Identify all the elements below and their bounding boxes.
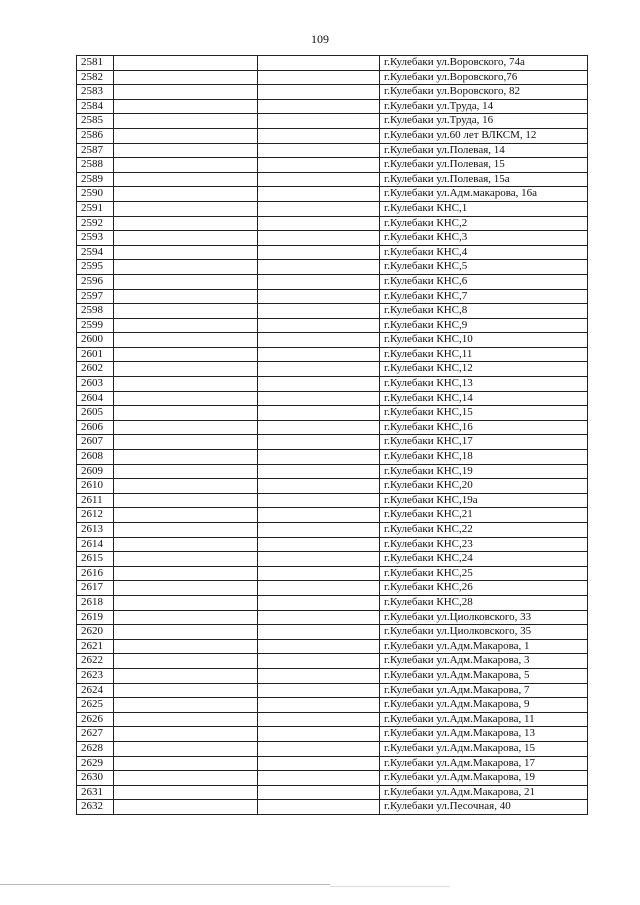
empty-cell	[258, 741, 380, 756]
address-cell: г.Кулебаки КНС,14	[380, 391, 588, 406]
table-row	[77, 158, 588, 173]
empty-cell	[114, 231, 258, 246]
address-cell: г.Кулебаки КНС,5	[380, 260, 588, 275]
address-cell: г.Кулебаки КНС,8	[380, 304, 588, 319]
row-number-cell: 2603	[77, 377, 114, 392]
empty-cell	[258, 99, 380, 114]
row-number-cell: 2595	[77, 260, 114, 275]
empty-cell	[258, 435, 380, 450]
address-cell: г.Кулебаки ул.Воровского, 82	[380, 85, 588, 100]
address-cell: г.Кулебаки КНС,2	[380, 216, 588, 231]
row-number-cell: 2620	[77, 625, 114, 640]
address-cell: г.Кулебаки КНС,22	[380, 523, 588, 538]
address-cell: г.Кулебаки КНС,4	[380, 245, 588, 260]
empty-cell	[258, 377, 380, 392]
registry-table-body	[77, 56, 588, 815]
empty-cell	[258, 654, 380, 669]
address-cell: г.Кулебаки ул.Адм.макарова, 16а	[380, 187, 588, 202]
row-number-cell: 2597	[77, 289, 114, 304]
empty-cell	[258, 771, 380, 786]
address-cell: г.Кулебаки ул.Адм.Макарова, 17	[380, 756, 588, 771]
empty-cell	[114, 785, 258, 800]
address-cell: г.Кулебаки КНС,9	[380, 318, 588, 333]
empty-cell	[258, 698, 380, 713]
address-cell: г.Кулебаки ул.Адм.Макарова, 19	[380, 771, 588, 786]
empty-cell	[258, 85, 380, 100]
row-number-cell: 2623	[77, 668, 114, 683]
row-number-cell: 2598	[77, 304, 114, 319]
empty-cell	[258, 493, 380, 508]
table-row	[77, 406, 588, 421]
address-cell: г.Кулебаки ул.Песочная, 40	[380, 800, 588, 815]
address-cell: г.Кулебаки КНС,15	[380, 406, 588, 421]
table-row	[77, 479, 588, 494]
row-number-cell: 2632	[77, 800, 114, 815]
row-number-cell: 2589	[77, 172, 114, 187]
table-row	[77, 391, 588, 406]
address-cell: г.Кулебаки ул.Адм.Макарова, 7	[380, 683, 588, 698]
empty-cell	[258, 114, 380, 129]
empty-cell	[258, 668, 380, 683]
empty-cell	[258, 450, 380, 465]
table-row	[77, 450, 588, 465]
row-number-cell: 2605	[77, 406, 114, 421]
address-cell: г.Кулебаки ул.Циолковского, 35	[380, 625, 588, 640]
empty-cell	[258, 595, 380, 610]
table-row	[77, 683, 588, 698]
table-row	[77, 260, 588, 275]
table-row	[77, 756, 588, 771]
empty-cell	[114, 143, 258, 158]
address-cell: г.Кулебаки КНС,13	[380, 377, 588, 392]
empty-cell	[114, 318, 258, 333]
row-number-cell: 2613	[77, 523, 114, 538]
empty-cell	[258, 785, 380, 800]
empty-cell	[258, 158, 380, 173]
table-row	[77, 304, 588, 319]
row-number-cell: 2615	[77, 552, 114, 567]
row-number-cell: 2631	[77, 785, 114, 800]
address-cell: г.Кулебаки ул.Труда, 14	[380, 99, 588, 114]
empty-cell	[258, 420, 380, 435]
empty-cell	[258, 727, 380, 742]
empty-cell	[258, 464, 380, 479]
empty-cell	[114, 683, 258, 698]
empty-cell	[114, 216, 258, 231]
empty-cell	[258, 362, 380, 377]
empty-cell	[114, 508, 258, 523]
address-cell: г.Кулебаки КНС,12	[380, 362, 588, 377]
row-number-cell: 2599	[77, 318, 114, 333]
table-row	[77, 289, 588, 304]
registry-table	[76, 55, 588, 815]
address-cell: г.Кулебаки ул.Циолковского, 33	[380, 610, 588, 625]
address-cell: г.Кулебаки КНС,18	[380, 450, 588, 465]
row-number-cell: 2606	[77, 420, 114, 435]
address-cell: г.Кулебаки ул.Адм.Макарова, 13	[380, 727, 588, 742]
empty-cell	[114, 625, 258, 640]
table-row	[77, 377, 588, 392]
row-number-cell: 2617	[77, 581, 114, 596]
empty-cell	[114, 260, 258, 275]
address-cell: г.Кулебаки КНС,16	[380, 420, 588, 435]
table-row	[77, 172, 588, 187]
empty-cell	[114, 523, 258, 538]
address-cell: г.Кулебаки КНС,6	[380, 274, 588, 289]
empty-cell	[258, 581, 380, 596]
empty-cell	[258, 274, 380, 289]
row-number-cell: 2630	[77, 771, 114, 786]
empty-cell	[114, 187, 258, 202]
table-row	[77, 274, 588, 289]
address-cell: г.Кулебаки КНС,25	[380, 566, 588, 581]
empty-cell	[114, 464, 258, 479]
empty-cell	[114, 56, 258, 71]
address-cell: г.Кулебаки КНС,26	[380, 581, 588, 596]
address-cell: г.Кулебаки ул.Адм.Макарова, 1	[380, 639, 588, 654]
row-number-cell: 2604	[77, 391, 114, 406]
row-number-cell: 2593	[77, 231, 114, 246]
empty-cell	[114, 420, 258, 435]
empty-cell	[114, 70, 258, 85]
table-row	[77, 114, 588, 129]
table-row	[77, 552, 588, 567]
row-number-cell: 2626	[77, 712, 114, 727]
table-row	[77, 464, 588, 479]
row-number-cell: 2628	[77, 741, 114, 756]
empty-cell	[114, 128, 258, 143]
empty-cell	[258, 216, 380, 231]
empty-cell	[114, 274, 258, 289]
table-row	[77, 610, 588, 625]
table-row	[77, 99, 588, 114]
table-row	[77, 85, 588, 100]
address-cell: г.Кулебаки ул.Воровского,76	[380, 70, 588, 85]
empty-cell	[258, 318, 380, 333]
row-number-cell: 2596	[77, 274, 114, 289]
empty-cell	[114, 362, 258, 377]
empty-cell	[114, 537, 258, 552]
row-number-cell: 2614	[77, 537, 114, 552]
address-cell: г.Кулебаки ул.Адм.Макарова, 15	[380, 741, 588, 756]
page-number: 109	[311, 32, 329, 46]
address-cell: г.Кулебаки ул.Адм.Макарова, 11	[380, 712, 588, 727]
table-row	[77, 70, 588, 85]
empty-cell	[114, 201, 258, 216]
address-cell: г.Кулебаки КНС,19а	[380, 493, 588, 508]
table-row	[77, 216, 588, 231]
empty-cell	[258, 201, 380, 216]
table-row	[77, 420, 588, 435]
table-row	[77, 128, 588, 143]
address-cell: г.Кулебаки ул.Адм.Макарова, 9	[380, 698, 588, 713]
empty-cell	[258, 333, 380, 348]
address-cell: г.Кулебаки КНС,10	[380, 333, 588, 348]
empty-cell	[258, 245, 380, 260]
address-cell: г.Кулебаки КНС,20	[380, 479, 588, 494]
address-cell: г.Кулебаки ул.60 лет ВЛКСМ, 12	[380, 128, 588, 143]
address-cell: г.Кулебаки ул.Полевая, 14	[380, 143, 588, 158]
empty-cell	[114, 85, 258, 100]
address-cell: г.Кулебаки ул.Воровского, 74а	[380, 56, 588, 71]
address-cell: г.Кулебаки КНС,23	[380, 537, 588, 552]
table-row	[77, 187, 588, 202]
empty-cell	[114, 610, 258, 625]
table-row	[77, 727, 588, 742]
empty-cell	[114, 99, 258, 114]
table-row	[77, 537, 588, 552]
table-row	[77, 639, 588, 654]
empty-cell	[258, 552, 380, 567]
empty-cell	[258, 523, 380, 538]
empty-cell	[258, 756, 380, 771]
address-cell: г.Кулебаки КНС,7	[380, 289, 588, 304]
empty-cell	[114, 727, 258, 742]
address-cell: г.Кулебаки КНС,21	[380, 508, 588, 523]
table-row	[77, 668, 588, 683]
empty-cell	[114, 741, 258, 756]
empty-cell	[258, 566, 380, 581]
empty-cell	[258, 625, 380, 640]
address-cell: г.Кулебаки КНС,28	[380, 595, 588, 610]
row-number-cell: 2590	[77, 187, 114, 202]
empty-cell	[114, 172, 258, 187]
empty-cell	[114, 756, 258, 771]
address-cell: г.Кулебаки КНС,17	[380, 435, 588, 450]
address-cell: г.Кулебаки ул.Адм.Макарова, 5	[380, 668, 588, 683]
table-row	[77, 347, 588, 362]
row-number-cell: 2592	[77, 216, 114, 231]
address-cell: г.Кулебаки КНС,3	[380, 231, 588, 246]
table-row	[77, 508, 588, 523]
empty-cell	[114, 377, 258, 392]
table-row	[77, 595, 588, 610]
empty-cell	[114, 712, 258, 727]
row-number-cell: 2627	[77, 727, 114, 742]
scan-artifact-line	[330, 886, 450, 887]
empty-cell	[258, 347, 380, 362]
row-number-cell: 2612	[77, 508, 114, 523]
empty-cell	[258, 260, 380, 275]
address-cell: г.Кулебаки ул.Полевая, 15а	[380, 172, 588, 187]
table-row	[77, 771, 588, 786]
table-row	[77, 566, 588, 581]
empty-cell	[258, 56, 380, 71]
empty-cell	[258, 479, 380, 494]
empty-cell	[114, 347, 258, 362]
table-row	[77, 231, 588, 246]
table-row	[77, 741, 588, 756]
empty-cell	[258, 610, 380, 625]
empty-cell	[114, 435, 258, 450]
address-cell: г.Кулебаки КНС,19	[380, 464, 588, 479]
row-number-cell: 2611	[77, 493, 114, 508]
row-number-cell: 2618	[77, 595, 114, 610]
empty-cell	[258, 231, 380, 246]
row-number-cell: 2602	[77, 362, 114, 377]
empty-cell	[114, 595, 258, 610]
address-cell: г.Кулебаки КНС,24	[380, 552, 588, 567]
empty-cell	[258, 187, 380, 202]
row-number-cell: 2609	[77, 464, 114, 479]
empty-cell	[258, 639, 380, 654]
row-number-cell: 2582	[77, 70, 114, 85]
row-number-cell: 2585	[77, 114, 114, 129]
address-cell: г.Кулебаки ул.Адм.Макарова, 3	[380, 654, 588, 669]
empty-cell	[114, 654, 258, 669]
empty-cell	[258, 172, 380, 187]
empty-cell	[114, 450, 258, 465]
table-row	[77, 625, 588, 640]
row-number-cell: 2624	[77, 683, 114, 698]
row-number-cell: 2583	[77, 85, 114, 100]
empty-cell	[258, 683, 380, 698]
row-number-cell: 2588	[77, 158, 114, 173]
row-number-cell: 2616	[77, 566, 114, 581]
empty-cell	[114, 289, 258, 304]
table-row	[77, 143, 588, 158]
empty-cell	[114, 698, 258, 713]
empty-cell	[258, 800, 380, 815]
address-cell: г.Кулебаки КНС,11	[380, 347, 588, 362]
empty-cell	[114, 581, 258, 596]
address-cell: г.Кулебаки ул.Полевая, 15	[380, 158, 588, 173]
empty-cell	[114, 245, 258, 260]
row-number-cell: 2591	[77, 201, 114, 216]
row-number-cell: 2610	[77, 479, 114, 494]
empty-cell	[114, 158, 258, 173]
table-row	[77, 712, 588, 727]
row-number-cell: 2594	[77, 245, 114, 260]
table-row	[77, 318, 588, 333]
table-row	[77, 800, 588, 815]
table-row	[77, 201, 588, 216]
table-row	[77, 698, 588, 713]
row-number-cell: 2587	[77, 143, 114, 158]
address-cell: г.Кулебаки ул.Адм.Макарова, 21	[380, 785, 588, 800]
table-row	[77, 333, 588, 348]
row-number-cell: 2600	[77, 333, 114, 348]
table-row	[77, 56, 588, 71]
table-row	[77, 523, 588, 538]
table-row	[77, 493, 588, 508]
row-number-cell: 2584	[77, 99, 114, 114]
table-row	[77, 785, 588, 800]
empty-cell	[114, 800, 258, 815]
row-number-cell: 2581	[77, 56, 114, 71]
row-number-cell: 2621	[77, 639, 114, 654]
row-number-cell: 2608	[77, 450, 114, 465]
empty-cell	[114, 639, 258, 654]
empty-cell	[258, 304, 380, 319]
empty-cell	[258, 289, 380, 304]
empty-cell	[114, 479, 258, 494]
empty-cell	[114, 333, 258, 348]
empty-cell	[258, 70, 380, 85]
row-number-cell: 2629	[77, 756, 114, 771]
empty-cell	[258, 143, 380, 158]
row-number-cell: 2619	[77, 610, 114, 625]
row-number-cell: 2607	[77, 435, 114, 450]
row-number-cell: 2586	[77, 128, 114, 143]
table-row	[77, 362, 588, 377]
empty-cell	[258, 391, 380, 406]
empty-cell	[114, 668, 258, 683]
table-row	[77, 435, 588, 450]
empty-cell	[114, 552, 258, 567]
empty-cell	[114, 391, 258, 406]
empty-cell	[114, 304, 258, 319]
row-number-cell: 2622	[77, 654, 114, 669]
empty-cell	[258, 128, 380, 143]
empty-cell	[258, 406, 380, 421]
table-row	[77, 581, 588, 596]
row-number-cell: 2625	[77, 698, 114, 713]
scan-artifact-line	[0, 884, 330, 885]
empty-cell	[114, 114, 258, 129]
empty-cell	[114, 493, 258, 508]
empty-cell	[114, 771, 258, 786]
empty-cell	[258, 537, 380, 552]
address-cell: г.Кулебаки КНС,1	[380, 201, 588, 216]
address-cell: г.Кулебаки ул.Труда, 16	[380, 114, 588, 129]
empty-cell	[258, 508, 380, 523]
table-row	[77, 245, 588, 260]
empty-cell	[258, 712, 380, 727]
row-number-cell: 2601	[77, 347, 114, 362]
empty-cell	[114, 566, 258, 581]
table-row	[77, 654, 588, 669]
empty-cell	[114, 406, 258, 421]
